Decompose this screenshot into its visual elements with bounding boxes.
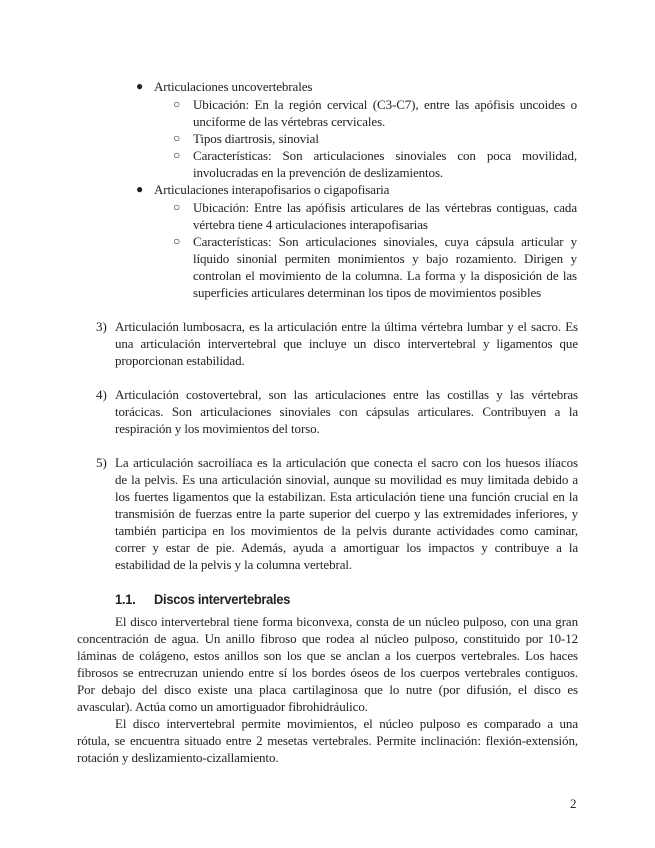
item-4-line-2: torácicas. Son articulaciones sinoviales con cápsulas articulares. Contribuyen a la [115,404,578,419]
item-number: 3) [96,319,107,334]
item-3-line-3: proporcionan estabilidad. [115,353,245,368]
paragraph-1-line-6: avascular). Actúa como un amortiguador fibrohidráulico. [77,699,368,714]
uncovertebrales-tipos: Tipos diartrosis, sinovial [193,131,319,146]
paragraph-1-line-3: láminas de colágeno, estos anillos son los que se anclan a los cuerpos vertebrales. Los haces [77,648,578,663]
item-number: 4) [96,387,107,402]
section-title: Discos intervertebrales [154,591,291,607]
interapofisarias-ubicacion-line-1: Ubicación: Entre las apófisis articulares de las vértebras contiguas, cada [193,200,577,215]
bullet-dot: ● [136,182,144,196]
item-5-line-2: de la pelvis. Es una articulación sinovial, aunque su movilidad es muy limitada debido a [115,472,578,487]
item-3-line-2: una articulación intervertebral que incluye un disco intervertebral y ligamentos que [115,336,578,351]
sub-bullet-circle: ○ [173,131,181,145]
item-5-line-7: estabilidad de la pelvis y la columna vertebral. [115,557,353,572]
item-5-line-3: los fuertes ligamentos que la estabilizan. Esta articulación tiene una función crucial en la [115,489,578,504]
item-number: 5) [96,455,107,470]
sub-bullet-circle: ○ [173,97,181,111]
interapofisarias-caracteristicas-line-1: Características: Son articulaciones sinoviales, cuya cápsula articular y [193,234,577,249]
interapofisarias-caracteristicas-line-2: líquido sinonial permiten monimientos y bajo rozamiento. Dirigen y [193,251,577,266]
interapofisarias-caracteristicas-line-4: superficies articulares determinan los tipos de movimientos posibles [193,285,542,300]
interapofisarias-ubicacion-line-2: vértebra tiene 4 articulaciones interapofisarias [193,217,428,232]
uncovertebrales-ubicacion-line-2: unciforme de las vértebras cervicales. [193,114,386,129]
paragraph-2-line-2: rótula, se encuentra situado entre 2 mesetas vertebrales. Permite inclinación: flexión-extensión, [77,733,578,748]
paragraph-1-line-4: fibrosos se entrecruzan uniendo entre sí los bordes óseos de los cuerpos vertebrales contiguos. [77,665,578,680]
bullet-title-interapofisarias: Articulaciones interapofisarios o cigapofisaria [154,182,390,197]
paragraph-2-line-1: El disco intervertebral permite movimientos, el núcleo pulposo es comparado a una [115,716,578,731]
uncovertebrales-caracteristicas-line-1: Características: Son articulaciones sinoviales con poca movilidad, [193,148,577,163]
paragraph-1-line-1: El disco intervertebral tiene forma biconvexa, consta de un núcleo pulposo, con una gran [115,614,578,629]
item-3-line-1: Articulación lumbosacra, es la articulación entre la última vértebra lumbar y el sacro. Es [115,319,578,334]
uncovertebrales-caracteristicas-line-2: involucradas en la prevención de deslizamientos. [193,165,444,180]
item-5-line-4: transmisión de fuerzas entre la parte superior del cuerpo y las extremidades inferiores, y [115,506,578,521]
item-5-line-5: también participa en los movimientos de la pelvis durante actividades como caminar, [115,523,578,538]
paragraph-1-line-2: concentración de agua. Un anillo fibroso que rodea al núcleo pulposo, constituido por 10-12 [77,631,578,646]
paragraph-2-line-3: rotación y deslizamiento-cizallamiento. [77,750,279,765]
item-4-line-3: respiración y los movimientos del torso. [115,421,320,436]
paragraph-1-line-5: Por debajo del disco existe una placa cartilaginosa que lo nutre (por difusión, el disco es [77,682,578,697]
sub-bullet-circle: ○ [173,234,181,248]
section-number: 1.1. [115,591,136,607]
item-5-line-1: La articulación sacroilíaca es la articulación que conecta el sacro con los huesos ilíacos [115,455,578,470]
bullet-title-uncovertebrales: Articulaciones uncovertebrales [154,79,313,94]
bullet-dot: ● [136,79,144,93]
interapofisarias-caracteristicas-line-3: controlan el movimiento de la columna. La forma y la disposición de las [193,268,577,283]
item-4-line-1: Articulación costovertebral, son las articulaciones entre las costillas y las vértebras [115,387,578,402]
sub-bullet-circle: ○ [173,148,181,162]
item-5-line-6: correr y estar de pie. Además, ayuda a amortiguar los impactos y contribuye a la [115,540,578,555]
sub-bullet-circle: ○ [173,200,181,214]
uncovertebrales-ubicacion-line-1: Ubicación: En la región cervical (C3-C7), entre las apófisis uncoides o [193,97,577,112]
page-number: 2 [570,796,577,811]
